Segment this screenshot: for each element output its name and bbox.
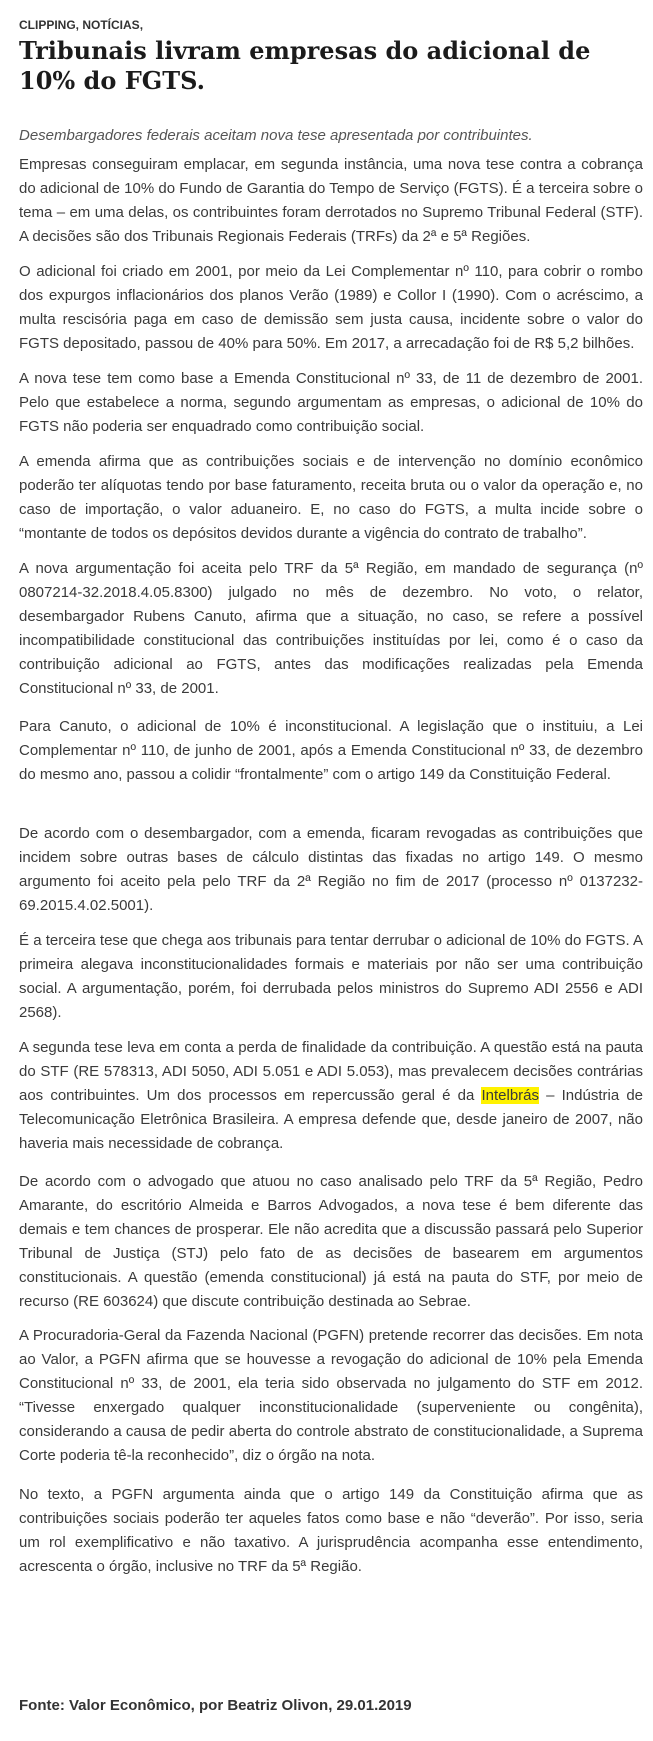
paragraph-11: A Procuradoria-Geral da Fazenda Nacional (PGFN) pretende recorrer das decisões. Em nota ao Valor, a PGFN afirma que se houvesse a revogação do adicional de 10% pela Emenda Constitucional nº 33, de 2001, ela teria sido observada no julgamento do STF em 2012. “Tivesse enxergado qualquer inconstitucionalidade (superveniente ou congênita), considerando a causa de pedir aberta do controle abstrato de constitucionalidade, a Suprema Corte poderia tê-la reconhecido”, diz o órgão na nota.	[19, 1327, 643, 1464]
category-noticias-link[interactable]: NOTÍCIAS	[82, 18, 140, 32]
category-clipping-link[interactable]: CLIPPING	[19, 18, 76, 32]
category-links: CLIPPING, NOTÍCIAS,	[19, 18, 144, 32]
paragraph-9-before: A segunda tese leva em conta a perda de finalidade da contribuição. A questão está na pauta do STF (RE 578313, ADI 5050, ADI 5.051 e ADI 5.053), mas prevalecem decisões contrárias aos contribuintes. Um dos processos em repercussão geral é da	[19, 1039, 643, 1104]
source-credit: Fonte: Valor Econômico, por Beatriz Olivon, 29.01.2019	[19, 1697, 412, 1714]
paragraph-8: É a terceira tese que chega aos tribunais para tentar derrubar o adicional de 10% do FGTS. A primeira alegava inconstitucionalidades formais e materiais por não ser uma contribuição social. A argumentação, porém, foi derrubada pelos ministros do Supremo ADI 2556 e ADI 2568).	[19, 932, 643, 1021]
paragraph-9	[19, 1036, 643, 1156]
paragraph-10: De acordo com o advogado que atuou no caso analisado pelo TRF da 5ª Região, Pedro Amarante, do escritório Almeida e Barros Advogados, a nova tese é bem diferente das demais e tem chances de prosperar. Ele não acredita que a discussão passará pelo Superior Tribunal de Justiça (STJ) pelo fato de as decisões de basearem em argumentos constitucionais. A questão (emenda constitucional) já está na pauta do STF, por meio de recurso (RE 603624) que discute contribuição destinada ao Sebrae.	[19, 1173, 643, 1310]
paragraph-1: Empresas conseguiram emplacar, em segunda instância, uma nova tese contra a cobrança do adicional de 10% do Fundo de Garantia do Tempo de Serviço (FGTS). É a terceira sobre o tema – em uma delas, os contribuintes foram derrotados no Supremo Tribunal Federal (STF). A decisões são dos Tribunais Regionais Federais (TRFs) da 2ª e 5ª Regiões.	[19, 156, 643, 245]
paragraph-6: Para Canuto, o adicional de 10% é inconstitucional. A legislação que o instituiu, a Lei Complementar nº 110, de junho de 2001, após a Emenda Constitucional nº 33, de dezembro do mesmo ano, passou a colidir “frontalmente” com o artigo 149 da Constituição Federal.	[19, 718, 643, 783]
highlighted-term: Intelbrás	[481, 1087, 540, 1104]
paragraph-5: A nova argumentação foi aceita pelo TRF da 5ª Região, em mandado de segurança (nº 0807214-32.2018.4.05.8300) julgado no mês de dezembro. No voto, o relator, desembargador Rubens Canuto, afirma que a situação, no caso, se refere a possível incompatibilidade constitucional das contribuições instituídas por lei, como é o caso da contribuição adicional ao FGTS, antes das modificações realizadas pela Emenda Constitucional nº 33, de 2001.	[19, 560, 643, 697]
paragraph-4: A emenda afirma que as contribuições sociais e de intervenção no domínio econômico poderão ter alíquotas tendo por base faturamento, receita bruta ou o valor da operação e, no caso de importação, o valor aduaneiro. E, no caso do FGTS, a multa incide sobre o “montante de todos os depósitos devidos durante a vigência do contrato de trabalho”.	[19, 453, 643, 542]
paragraph-3: A nova tese tem como base a Emenda Constitucional nº 33, de 11 de dezembro de 2001. Pelo que estabelece a norma, segundo argumentam as empresas, o adicional de 10% do FGTS não poderia ser enquadrado como contribuição social.	[19, 370, 643, 435]
paragraph-2: O adicional foi criado em 2001, por meio da Lei Complementar nº 110, para cobrir o rombo dos expurgos inflacionários dos planos Verão (1989) e Collor I (1990). Com o acréscimo, a multa rescisória paga em caso de demissão sem justa causa, incidente sobre o valor do FGTS depositado, passou de 40% para 50%. Em 2017, a arrecadação foi de R$ 5,2 bilhões.	[19, 263, 643, 352]
article-title: Tribunais livram empresas do adicional de 10% do FGTS.	[19, 36, 591, 95]
article-lead: Desembargadores federais aceitam nova tese apresentada por contribuintes.	[19, 127, 533, 144]
paragraph-7: De acordo com o desembargador, com a emenda, ficaram revogadas as contribuições que incidem sobre outras bases de cálculo distintas das fixadas no artigo 149. O mesmo argumento foi aceito pela pelo TRF da 2ª Região no fim de 2017 (processo nº 0137232-69.2015.4.02.5001).	[19, 825, 643, 914]
paragraph-9-after: – Indústria de Telecomunicação Eletrônica Brasileira. A empresa defende que, desde janeiro de 2007, não haveria mais necessidade de cobrança.	[19, 1087, 644, 1152]
paragraph-12: No texto, a PGFN argumenta ainda que o artigo 149 da Constituição afirma que as contribuições sociais poderão ter aqueles fatos como base e não “deverão”. Por isso, seria um rol exemplificativo e não taxativo. A jurisprudência acompanha esse entendimento, acrescenta o órgão, inclusive no TRF da 5ª Região.	[19, 1486, 643, 1575]
